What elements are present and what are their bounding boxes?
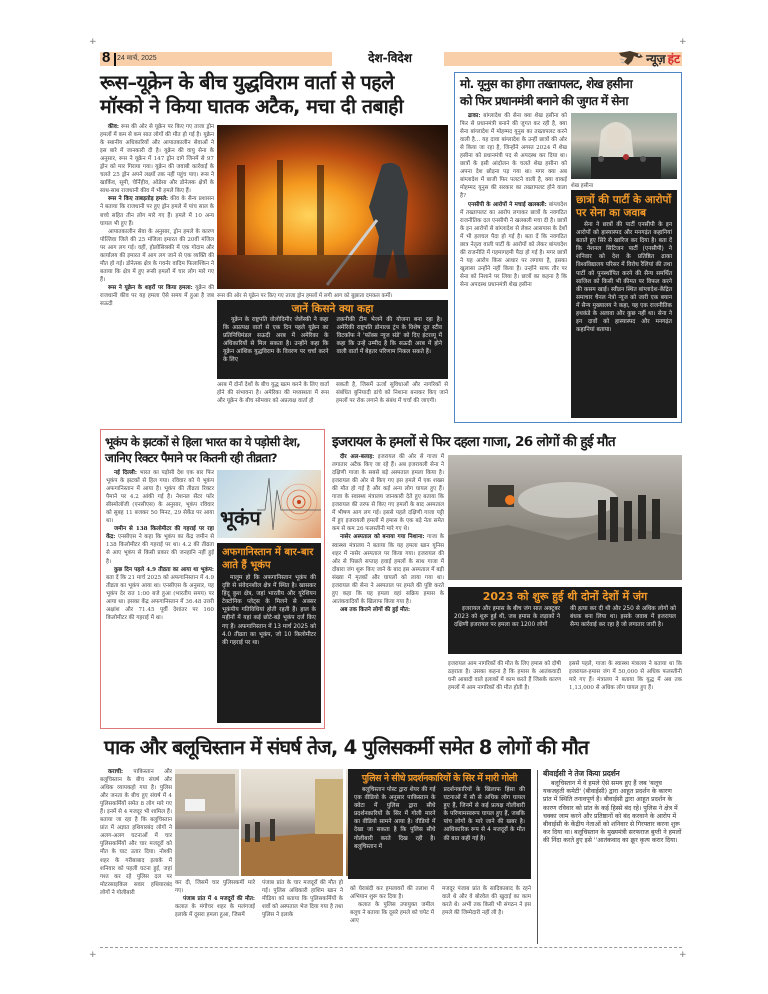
paragraph: रूस की ओर से यूक्रेन पर किए गए ताजा ड्रोन हमलों में कम से कम सात लोगों की मौत हो गई है। यूक्रेन के स्थानीय अधिकारियों और आपातकालीन सेवाओं ने इस बारे में जानकारी दी है। यूक्रेन की वायु सेना के अनुसार, रूस ने यूक्रेन में 147 ड्रोन दागे जिनमें से 97 ड्रोन को मार गिराया गया। यूक्रेन की जवाबी कार्रवाई के चलते 25 ड्रोन अपने लक्ष्यों तक नहीं पहुंच पाए। रूस ने खार्किव, सूमी, चेर्निहीव, ओडेसा और डोनेत्स्क क्षेत्रों के साथ-साथ राजधानी कीव में भी हमले किए हैं। [100,124,214,195]
earthquake-headline [105,434,321,466]
police-firing-box [348,769,531,879]
column-divider [537,770,538,944]
russia-after-box-col2 [336,381,448,417]
who-said-what-box [217,300,448,379]
bangladesh-headline [460,76,678,109]
pakistan-body-column-1 [100,768,172,944]
box-column: की हत्या कर दी थी और 250 से अधिक लोगों को बंधक बना लिया था। इसके जवाब में इजरायल सैन्य कार्रवाई कर रहा है जो लगातार जारी है। [570,606,676,629]
paragraph: भारत का पड़ोसी देश एक बार फिर भूकंप के झटकों से हिल गया। रविवार को ये भूकंप अफगानिस्तान में आया है। भूकंप की तीव्रता रिक्टर पैमाने पर 4.2 आंकी गई है। नेशनल सेंटर फॉर सीस्मोलॉजी (एनसीएस) के अनुसार, भूकंप रविवार को सुबह 11 बजकर 50 मिनट, 29 सेकेंड पर आया था। [106,470,214,525]
page-number: 8 [102,49,111,66]
headline-line: रूस–यूक्रेन के बीच युद्धविराम वार्ता से पहले [100,71,394,94]
paragraph: गाजा के स्वास्थ्य मंत्रालय ने बताया कि यह हमला खान यूनिस शहर में नासेर अस्पताल पर किया गया। इजरायल की ओर से पिछले सप्ताह हवाई हमलों के साथ गाजा में दोबारा जंग शुरू किए जाने के बाद इस अस्पताल में बड़ी संख्या में मृतकों और घायलों को लाया गया था। इजरायल की सेना ने अस्पताल पर हमले की पुष्टि करते हुए कहा कि यह हमला वहां सक्रिय हमास के आतंकवादियों के खिलाफ किया गया है। [332,534,444,605]
eagle-icon [618,50,644,66]
paragraph: पंजाब प्रांत के चार मजदूरों की मौत हो गई। पुलिस अधिकारी हाशिम खान ने मीडिया को बताया कि पुलिसकर्मियों के शवों को अस्पताल भेज दिया गया है तथा पुलिस ने इलाके [262,880,343,919]
headline-line: मॉस्को ने किया घातक अटैक, मचा दी तबाही [100,95,404,118]
paragraph: कर दी, जिसमें चार पुलिसकर्मी मारे गए। [175,880,255,895]
logo-text-hunt: हंट [667,51,680,66]
box-title: पुलिस ने सीधे प्रदर्शनकारियों के सिर में मारी गोली [361,773,518,784]
pakistan-headline: पाक और बलूचिस्तान में संघर्ष तेज, 4 पुलिसकर्मी समेत 8 लोगों की मौत [104,736,589,759]
box-column: बलूचिस्तान पोस्ट द्वारा शेयर की गई एक वीडियो के अनुसार पाकिस्तान के क्वेटा में पुलिस द्वारा सीधे प्रदर्शनकारियों के सिर में गोली मारने का वीडियो सामने आया है। वीडियो में देखा जा सकता है कि पुलिस सीधे गोलीबारी करते दिख रही है। बलूचिस्तान में [354,787,436,850]
street-illustration [175,769,343,876]
gaza-after-box-col1 [448,660,561,700]
paragraph: आपातकालीन सेवा के अनुसार, ड्रोन हमले के कारण पोल्तिवा जिले की 25 मंजिला इमारत की 20वीं मंजिल पर आग लग गई। वहीं, होलोसिव्स्की में एक गोदाम और कार्यालय की इमारत में आग लग जाने से एक व्यक्ति की मौत हो गई। डोनेत्स्क क्षेत्र के गवर्नर वादिम फिलाश्किन ने बताया कि क्षेत्र में हुए रूसी हमलों में चार लोग मारे गए हैं। [100,228,214,283]
paragraph: इससे पहले, गाजा के स्वास्थ्य मंत्रालय ने बताया था कि इजरायल-हमास जंग में 50,000 से अधिक फलस्तीनी मारे गए हैं। मंत्रालय ने बताया कि युद्ध में अब तक 1,13,000 से अधिक लोग घायल हुए हैं। [569,661,682,692]
box-column: यूक्रेन के राष्ट्रपति वोलोदिमीर जेलेंस्की ने कहा कि अप्रत्यक्ष वार्ता से एक दिन पहले यूक्रेन का प्रतिनिधिमंडल सऊदी अरब में अमेरिका के अधिकारियों से मिल सकता है। उन्होंने कहा कि यूक्रेन आंशिक युद्धविराम के विवरण पर चर्चा करने के लिए [223,317,329,364]
box-column: प्रदर्शनकारियों के खिलाफ हिंसा की घटनाओं में सौ से अधिक लोग घायल हुए हैं, जिनमें से कई प्रत्यक्ष गोलीबारी के परिणामस्वरूप घायल हुए हैं, जबकि पांच लोगों के मारे जाने की खबर है। आधिकारिक रूप से 4 मजदूरों के मौत की बात कही गई है। [443,787,525,842]
box-text: सेना ने छात्रों की पार्टी एनसीपी के इन आरोपों को हास्यास्पद और मनगढ़ंत कहानियां बताते हुए सिरे से खारिज कर दिया है। बता दें कि नेशनल सिटिजन पार्टी (एनसीपी) ने शनिवार को देश के प्रतिष्ठित ढाका विश्वविद्यालय परिसर में विरोध रैलियां की तथा पार्टी को पुनर्स्थापित करने की सैन्य समर्थित साजिश को किसी भी कीमत पर विफल करने की कसम खाई। स्वीडन स्थित बांग्लादेश-केंद्रित समाचार चैनल नेत्रो न्यूज को जारी एक बयान में सैन्य मुख्यालय ने कहा, यह एक राजनीतिक हथकंडे के अलावा और कुछ नहीं था। सेना ने इन दावों को हास्यास्पद और मनगढ़ंत कहानियां बताया। [576,222,672,334]
pakistan-after-box-col1 [350,885,434,945]
box-title: छात्रों की पार्टी के आरोपों पर सेना का जवाब [576,194,672,219]
paragraph: बता दें कि 21 मार्च 2025 को अफगानिस्तान में 4.9 तीव्रता का भूकंप आया था। एनसीएस के अनुसार, यह भूकंप देर रात 1:00 बजे हुआ (भारतीय समय) पर आया था। इसका केंद्र अफगानिस्तान में 36.48 उत्तरी अक्षांश और 71.45 पूर्वी देशांतर पर 160 किलोमीटर की गहराई में था। [106,574,214,621]
logo-text-news: न्यूज़ [646,51,666,66]
balochistan-street-photo [175,769,343,876]
box-column: इजरायल और हमास के बीच जंग सात अक्टूबर 2023 को शुरू हुई थी, जब हमास के लड़ाकों ने दक्षिणी इजरायल पर हमला कर 1200 लोगों [454,606,560,629]
graphic-label: भूकंप [220,506,261,530]
paragraph: एनसीएस ने कहा कि भूकंप का केंद्र जमीन से 138 किलोमीटर की गहराई पर था। 4.2 की तीव्रता से आए भूकंप से किसी प्रकार की जनहानि नहीं हुई है। [106,534,214,565]
paragraph: इजरायल आम नागरिकों की मौत के लिए हमास को दोषी ठहराता है। उसका कहना है कि हमास के आतंकवादी घनी आबादी वाले इलाकों में काम करते हैं जिसके कारण हमलों में आम नागरिकों की मौत होती है। [448,661,561,692]
pakistan-body-column-2 [175,879,255,945]
subheading: नासेर अस्पताल को बनाया गया निशाना: [340,534,425,541]
gaza-headline: इजरायल के हमलों से फिर दहला गाजा, 26 लोगों की हुई मौत [332,434,615,450]
earthquake-body-column [106,469,214,725]
box-title: जानें किसने क्या कहा [291,303,374,315]
sidebar-title: बीवाईसी ने तेज किया प्रदर्शन [543,769,620,778]
headline-line: जानिए रिक्टर पैमाने पर कितनी रही तीव्रता? [105,451,277,465]
subheading: कुछ दिन पहले 4.9 तीव्रता का आया था भूकंप: [114,566,214,573]
paragraph: सकती है, जिसमें ऊर्जा सुविधाओं और नागरिकों से संबंधित बुनियादी ढांचे को निशाना बनाकर किए जाने हमलों पर रोक लगाने के संबंध में चर्चा की जाएगी। [336,382,448,405]
paragraph: बांग्लादेश की सेना क्या शेख हसीना को फिर से प्रधानमंत्री बनाने की जुगत कर रही है, क्या सेना बांग्लादेश में मोहम्मद यूनुस का तख्तापलट करने वाली है... यह दावा बांग्लादेश के उन्हीं छात्रों की ओर से किया जा रहा है, जिन्होंने अगस्त 2024 में शेख हसीना को प्रधानमंत्री पद से अपदस्थ कर दिया था। छात्रों के इसी आंदोलन के चलते शेख हसीना को अपना देश छोड़ना पड़ गया था। मगर क्या अब बांग्लादेश में बाजी फिर पलटने वाली है, क्या वाकई मोहम्मद यूनुस की सरकार का तख्तापलट होने वाला है? [460,113,567,200]
issue-date: 24 मार्च, 2025 [117,55,157,62]
headline-line: भूकंप के झटकों से हिला भारत का ये पड़ोसी देश, [105,435,301,449]
crop-mark: + [89,37,97,47]
army-response-box [571,190,677,418]
headline-line: मो. यूनुस का होगा तख्तापलट, शेख हसीना [460,77,633,91]
paragraph: यूक्रेन की राजधानी कीव पर यह हमला ऐसे समय में हुआ है जब सऊदी [100,284,214,308]
gaza-after-box-col2 [569,660,682,700]
divider [114,53,116,66]
firefighter-illustration [217,125,448,289]
crop-mark: + [89,950,97,960]
box-title: 2023 को शुरू हुई थी दोनों देशों में जंग [482,590,648,603]
crop-mark: + [679,37,687,47]
paragraph: मजदूर पंजाब प्रांत के सादिकाबाद के रहने वाले थे और वे बोरवेल की खुदाई का काम करते थे। अभी तक किसी भी संगठन ने इस हमले की जिम्मेदारी नहीं ली है। [442,886,531,917]
dateline: दीर अल-बलाह: [340,454,375,460]
newspaper-page [100,49,682,954]
masthead [100,49,682,67]
section-title: देश-विदेश [340,50,440,66]
afghanistan-quakes-box [217,543,321,723]
box-text: मालूम हो कि अफगानिस्तान भूकंप की दृष्टि से संवेदनशील क्षेत्र में स्थित है। खासकर हिंदू कुश क्षेत्र, जहां भारतीय और यूरेशियन टेक्टोनिक प्लेट्स के मिलने से अक्सर भूकंपीय गतिविधियां होती रहती हैं। हाल के महीनों में यहां कई छोटे-बड़े भूकंप दर्ज किए गए हैं। अफगानिस्तान में 13 मार्च 2025 को 4.0 तीव्रता का भूकंप, जो 10 किलोमीटर की गहराई पर था। [222,575,316,646]
crop-mark: + [679,950,687,960]
paragraph: को घेराबंदी कर हमलावरों की तलाश में अभियान शुरू कर दिया है। [350,886,434,901]
subheading: रूस ने यूक्रेन के शहरों पर किया हमला: [108,284,193,291]
russia-after-box-col1 [217,381,329,417]
paragraph: कलात के मंगोचर शहर के मलंगजई इलाके में दूसरा हमला हुआ, जिसमें [175,904,255,919]
sheikh-hasina-photo [571,113,677,179]
byc-protest-sidebar [543,768,682,946]
paragraph: अरब में दोनों देशों के बीच युद्ध खत्म करने के लिए वार्ता होने की संभावना है। अमेरिका की मध्यस्थता में रूस और यूक्रेन के बीच सोमवार को अप्रत्यक्ष वार्ता हो [217,382,329,405]
paragraph: पाकिस्तान और बलूचिस्तान के बीच संघर्ष और अधिक व्यापकहो गया है। पुलिस और जनता के बीच हुए संघर्ष में 4 पुलिसकर्मियों समेत 8 लोग मारे गए हैं। इनमें से 4 मजदूर भी शामिल हैं। बताया जा रहा है कि बलूचिस्तान प्रांत में अज्ञात हथियारबंद लोगों ने अलग-अलग घटनाओं में चार पुलिसकर्मियों और चार मजदूरों को मौत के घाट उतार दिया। नोश्की शहर के गरीबाबाद इलाके में शनिवार को पहली घटना हुई, जहां गश्त कर रहे पुलिस दल पर मोटरसाइकिल सवार हथियारबंद लोगों ने गोलीबारी [100,769,172,896]
box-column: तकनीकी टीम भेजने की योजना बना रहा है। अमेरिकी राष्ट्रपति डोनाल्ड ट्रंप के विशेष दूत स्टीव विटकॉफ ने 'फॉक्स न्यूज संडे' को दिए इंटरव्यू में कहा कि उन्हें उम्मीद है कि सऊदी अरब में होने वाली वार्ता में बेहतर परिणाम निकल सकते हैं। [336,317,442,356]
subheading: जमीन से 138 किलोमीटर की गहराई पर रहा केंद्र: [106,526,214,541]
page-bottom-rule [100,947,682,948]
headline-line: को फिर प्रधानमंत्री बनाने की जुगत में सेना [460,93,628,108]
earthquake-graphic [217,470,321,538]
dateline: कराची: [108,769,124,775]
subheading: एनसीपी के आरोपों ने मचाई खलबली: [468,201,547,208]
bangladesh-body-column [460,112,567,418]
paragraph: बांग्लादेश में तख्तापलट का आरोप लगाकर छात्रों के नवगठित राजनीतिक दल एनसीपी ने खलबली मचा दी है। छात्रों के इन आरोपों से बांग्लादेश से लेकर आसपास के देशों में भी हलचल पैदा हो गई है। बता दें कि नवगठित छात्र नेतृत्व वाली पार्टी के आरोपों को लेकर बांग्लादेश की राजनीति में गहमागहमी पैदा हो गई है। मगर छात्रों ने यह आरोप किस आधार पर लगाया है, इसका खुलासा उन्होंने नहीं किया है। उन्होंने साफ तौर पर सेना को निशाने पर लिया है। छात्रों का कहना है कि सेना अपदस्थ प्रधानमंत्री शेख हसीना [460,201,567,288]
pakistan-after-box-col2 [442,885,531,945]
paragraph: कलात के पुलिस उपायुक्त जमील बलूच ने बताया कि दूसरे हमले को चपेट में आए [350,902,434,925]
paragraph: इजरायल की ओर से गाजा में लगातार अटैक किए जा रहे हैं। अब इजरायली सेना ने दक्षिणी गाजा के सबसे बड़े अस्पताल हमला किया है। इजरायल की ओर से किए गए इस हमले में एक शख्स की मौत हो गई है और कई अन्य लोग घायल हुए हैं। गाजा के स्वास्थ्य मंत्रालय जानकारी देते हुए बताया कि इजरायल की तरफ से किए गए हमलों के बाद अस्पताल में भीषण आग लग गई। इससे पहले दक्षिणी गाजा पट्टी में हुए इजरायली हमलों में हमास के एक बड़े नेता समेत कम से कम 26 फलस्तीनी मारे गए थे। [332,454,444,533]
paragraph: कीव के सैन्य प्रशासन ने बताया कि राजधानी पर हुए ड्रोन हमले में पांच साल के बच्चे सहित तीन लोग मारे गए हैं। हमले में 10 अन्य घायल भी हुए हैं। [100,196,214,227]
dateline: ढाका: [468,113,481,119]
subheading: रूस ने किए ताबड़तोड़ हमले: [108,196,169,203]
gaza-body-column [332,453,444,730]
war-2023-box [448,587,682,654]
newspaper-logo [618,49,680,67]
gaza-rubble-photo [448,455,682,580]
dateline: कीव: [108,124,119,130]
subheading: पंजाब प्रांत में 4 मजदूरों की मौत: [183,896,255,903]
sidebar-text: बलूचिस्तान में ये हमले ऐसे समय हुए हैं जब 'बलूच यकजहती कमेटी' (बीवाईसी) द्वारा आहूत प्रदर्शन के कारण प्रांत में स्थिति तनावपूर्ण है। बीवाईसी द्वारा आहूत प्रदर्शन के कारण रविवार को प्रांत के कई हिस्से बंद रहे। पुलिस ने क्षेत्र में चक्का जाम करने और प्रतिष्ठानों को बंद करवाने के आरोप में बीवाईसी के केंद्रीय नेताओं को शनिवार से गिरफ्तार करना शुरू कर दिया था। बलूचिस्तान के मुख्यमंत्री सरफराज बुग्ती ने हमलों की निंदा करते हुए इसे ''आतंकवाद का क्रूर कृत्य करार दिया। [543,780,682,845]
subheading: अब तक कितने लोगों की हुई मौत: [340,606,411,613]
russia-headline [100,71,448,119]
dateline: नई दिल्ली: [114,470,137,476]
box-title: अफगानिस्तान में बार-बार आते हैं भूकंप [222,547,314,571]
pakistan-body-column-3 [262,879,343,945]
fire-photo [217,125,448,289]
photo-caption: रूस की ओर से यूक्रेन पर किए गए ताजा ड्रोन हमलों में लगी आग को बुझाता दमकल कर्मी। [217,293,393,299]
rubble-illustration [448,455,682,580]
photo-caption: शेख हसीना [571,183,594,189]
russia-body-column [100,123,214,433]
